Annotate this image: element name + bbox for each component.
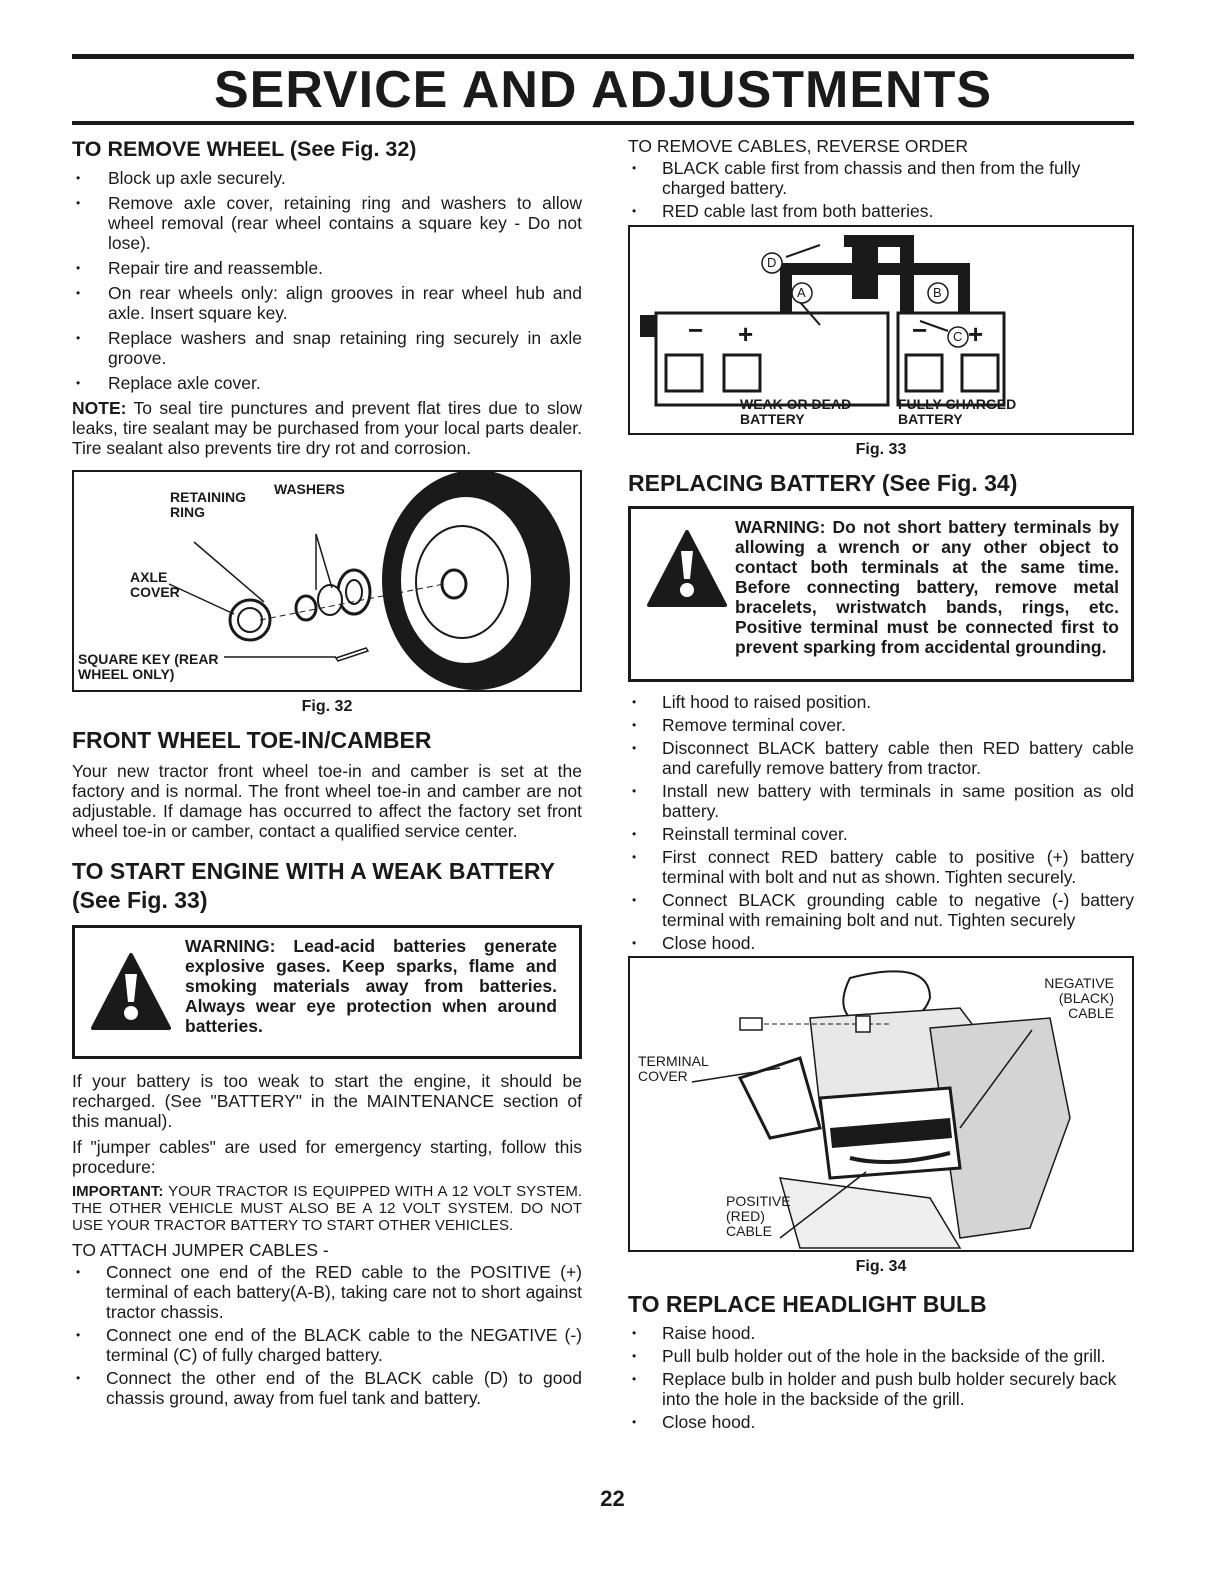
svg-text:−: − [912, 315, 928, 345]
headlight-heading: TO REPLACE HEADLIGHT BULB [628, 1291, 987, 1317]
lead-acid-warning-text: WARNING: Lead-acid batteries generate explosive gases. Keep sparks, flame and smoking materials away from batteries. Always wear eye protection when around batteries. [185, 936, 557, 1036]
page-title: SERVICE AND ADJUSTMENTS [213, 61, 993, 119]
front-wheel-text: Your new tractor front wheel toe-in and camber is set at the factory and is normal. The front wheel toe-in and camber are not adjustable. If damage has occurred to affect the factory set front wheel toe-in or camber, contact a qualified service center. [72, 761, 582, 841]
terminal-cover-label: TERMINAL COVER [638, 1053, 709, 1084]
weak-battery-heading: TO START ENGINE WITH A WEAK BATTERY (See Fig. 33) [72, 858, 555, 913]
right-column [628, 136, 1134, 1436]
fig33-caption: Fig. 33 [855, 441, 907, 458]
cable-d-label: D [767, 255, 777, 270]
list-item: • Lift hood to raised position. [628, 692, 1134, 712]
note-text: To seal tire punctures and prevent flat tires due to slow leaks, tire sealant may be purchased from your local parts dealer. Tire sealant also prevents tire dry rot and corrosion. [72, 398, 582, 458]
list-item: • Connect BLACK grounding cable to negative (-) battery terminal with remaining bolt and nut. Tighten securely [628, 890, 1134, 930]
list-item: • Install new battery with terminals in same position as old battery. [628, 781, 1134, 821]
weak-battery-label: WEAK OR DEAD BATTERY [740, 396, 852, 427]
list-item: • BLACK cable first from chassis and then from the fully charged battery. [628, 158, 1134, 198]
list-item: • Connect the other end of the BLACK cable (D) to good chassis ground, away from fuel tank and battery. [72, 1368, 582, 1408]
list-item: • Replace bulb in holder and push bulb holder securely back into the hole in the backside of the grill. [628, 1369, 1134, 1409]
headlight-steps [628, 1323, 1134, 1432]
fig34-diagram [628, 956, 1134, 1252]
header-rule-bottom [72, 121, 1134, 125]
negative-cable-label: NEGATIVE (BLACK) CABLE [1044, 975, 1114, 1021]
short-terminals-warning-box [628, 506, 1134, 682]
axle-cover-label: AXLE COVER [130, 569, 180, 600]
charged-battery-label: FULLY CHARGED BATTERY [898, 396, 1017, 427]
remove-cables-heading: TO REMOVE CABLES, REVERSE ORDER [628, 136, 969, 156]
list-item: • Close hood. [628, 1412, 1134, 1432]
replace-battery-steps [628, 692, 1134, 953]
retaining-ring-label: RETAINING RING [170, 489, 246, 520]
fig32-caption: Fig. 32 [301, 698, 353, 715]
important-text: YOUR TRACTOR IS EQUIPPED WITH A 12 VOLT SYSTEM. THE OTHER VEHICLE MUST ALSO BE A 12 VOLT SYSTEM. DO NOT USE YOUR TRACTOR BATTERY TO START OTHER VEHICLES. [72, 1183, 582, 1234]
list-item: • Reinstall terminal cover. [628, 824, 1134, 844]
recharge-text: If your battery is too weak to start the engine, it should be recharged. (See "BATTERY" in the MAINTENANCE section of this manual). [72, 1071, 582, 1131]
svg-text:+: + [738, 319, 754, 349]
header-rule-top [72, 54, 1134, 59]
warning-icon [647, 529, 727, 609]
positive-cable-label: POSITIVE (RED) CABLE [726, 1193, 791, 1239]
terminal-b-label: B [933, 285, 942, 300]
warning-icon [91, 952, 171, 1032]
list-item: • Repair tire and reassemble. [72, 258, 582, 278]
svg-text:−: − [688, 315, 704, 345]
important-notice [72, 1183, 582, 1234]
replace-battery-heading: REPLACING BATTERY (See Fig. 34) [628, 470, 1018, 496]
remove-cables-steps [628, 158, 1134, 221]
list-item: • Disconnect BLACK battery cable then RED battery cable and carefully remove battery from tractor. [628, 738, 1134, 778]
page-number: 22 [600, 1486, 625, 1511]
remove-wheel-heading: TO REMOVE WHEEL (See Fig. 32) [72, 137, 417, 161]
list-item: • Replace axle cover. [72, 373, 582, 393]
important-label: IMPORTANT: [72, 1183, 164, 1200]
fig33-diagram [628, 225, 1134, 435]
list-item: • Connect one end of the RED cable to the POSITIVE (+) terminal of each battery(A-B), taking care not to short against tractor chassis. [72, 1262, 582, 1322]
note-label: NOTE: [72, 398, 127, 418]
remove-wheel-steps [72, 168, 582, 393]
lead-acid-warning-box [72, 925, 582, 1059]
terminal-c-label: C [953, 329, 963, 344]
list-item: • Pull bulb holder out of the hole in the backside of the grill. [628, 1346, 1134, 1366]
list-item: • On rear wheels only: align grooves in rear wheel hub and axle. Insert square key. [72, 283, 582, 323]
list-item: • Raise hood. [628, 1323, 1134, 1343]
list-item: • Connect one end of the BLACK cable to the NEGATIVE (-) terminal (C) of fully charged battery. [72, 1325, 582, 1365]
attach-cables-heading: TO ATTACH JUMPER CABLES - [72, 1240, 329, 1260]
list-item: • Remove axle cover, retaining ring and washers to allow wheel removal (rear wheel contains a square key - Do not lose). [72, 193, 582, 253]
fig32-diagram [72, 470, 582, 692]
washers-label: WASHERS [274, 481, 345, 497]
list-item: • Close hood. [628, 933, 1134, 953]
jumper-cables-text: If "jumper cables" are used for emergency starting, follow this procedure: [72, 1137, 582, 1177]
list-item: • RED cable last from both batteries. [628, 201, 1134, 221]
short-terminals-warning-text: WARNING: Do not short battery terminals by allowing a wrench or any other object to contact both terminals at the same time. Before connecting battery, remove metal bracelets, wristwatch bands, rings, etc. Positive terminal must be connected first to prevent sparking from accidental grounding. [735, 517, 1119, 657]
list-item: • Block up axle securely. [72, 168, 582, 188]
list-item: • Replace washers and snap retaining ring securely in axle groove. [72, 328, 582, 368]
attach-cables-steps [72, 1262, 582, 1408]
tire-sealant-note [72, 398, 582, 458]
left-column [72, 136, 582, 1412]
svg-text:+: + [968, 319, 984, 349]
terminal-a-label: A [797, 285, 806, 300]
list-item: • First connect RED battery cable to positive (+) battery terminal with bolt and nut as shown. Tighten securely. [628, 847, 1134, 887]
square-key-label: SQUARE KEY (REAR WHEEL ONLY) [78, 651, 219, 682]
fig34-caption: Fig. 34 [855, 1258, 907, 1275]
front-wheel-heading: FRONT WHEEL TOE-IN/CAMBER [72, 727, 432, 753]
list-item: • Remove terminal cover. [628, 715, 1134, 735]
